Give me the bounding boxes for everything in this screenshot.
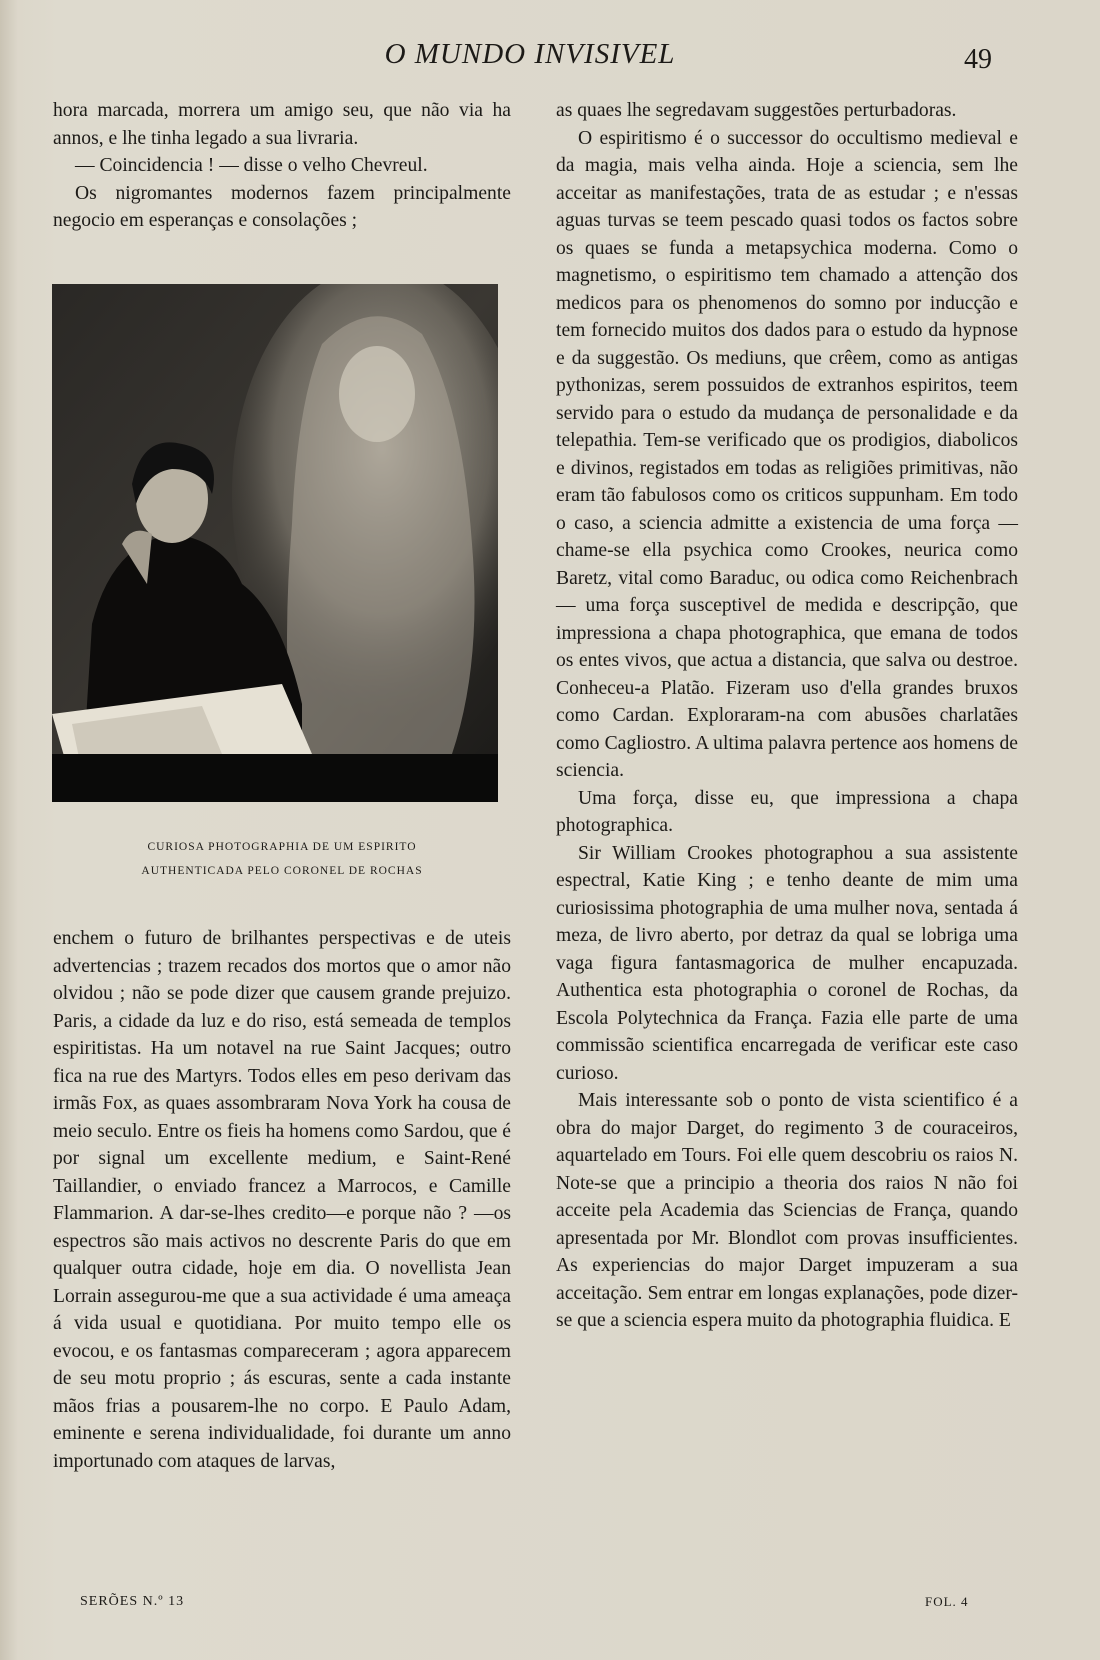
caption-line: CURIOSA PHOTOGRAPHIA DE UM ESPIRITO (147, 841, 417, 853)
footer-folio: FOL. 4 (925, 1594, 969, 1609)
caption-line: AUTHENTICADA PELO CORONEL DE ROCHAS (141, 865, 423, 877)
running-head: O MUNDO INVISIVEL (384, 38, 676, 70)
paragraph: Mais interessante sob o ponto de vista scientifico é a obra do major Darget, do regimento 3 de couraceiros, aquartelado em Tours. Foi elle quem descobriu os raios N. Note-se que a principio a theoria dos raios N não foi acceite pela Academia das Sciencias de França, quando apresentada por Mr. Blondlot com provas insufficientes. As experiencias do major Darget impuzeram a sua acceitação. Sem entrar em longas explanações, pode dizer-se que a sciencia espera muito da photographia fluidica. E (556, 1090, 1018, 1331)
paragraph: enchem o futuro de brilhantes perspectivas e de uteis advertencias ; trazem recados dos mortos que o amor não olvidou ; não se pode dizer que causem grande prejuizo. Paris, a cidade da luz e do riso, está semeada de templos espiritistas. Ha um notavel na rue Saint Jacques; outro fica na rue des Martyrs. Todos elles em peso derivam das irmãs Fox, as quaes assombraram Nova York ha cousa de meio seculo. Entre os fieis ha homens como Sardou, que é por signal um excellente medium, e Saint-René Taillandier, o enviado francez a Marrocos, e Camille Flammarion. A dar-se-lhes credito—e porque não ? —os espectros são mais activos no descrente Paris do que em qualquer outra cidade, hoje em dia. O novellista Jean Lorrain assegurou-me que a sua actividade é uma ameaça á vida usual e quotidiana. Por muito tempo elle os evocou, e os fantasmas compareceram ; agora apparecem de seu motu proprio ; ás escuras, sente a cada instante mãos frias a pousarem-lhe no corpo. E Paulo Adam, eminente e serena individualidade, foi durante um anno importunado com ataques de larvas, (53, 928, 511, 1472)
paragraph: hora marcada, morrera um amigo seu, que não via ha annos, e lhe tinha legado a sua livraria. (53, 100, 511, 149)
paragraph: — Coincidencia ! — disse o velho Chevreul. (75, 155, 428, 176)
footer-issue: SERÕES N.º 13 (80, 1594, 185, 1609)
left-column-top (53, 97, 511, 235)
paragraph: Uma força, disse eu, que impressiona a chapa photographica. (556, 787, 1018, 836)
paragraph: Sir William Crookes photographou a sua assistente espectral, Katie King ; e tenho deante de mim uma curiosissima photographia de uma mulher nova, sentada á meza, de livro aberto, por detraz da qual se lobriga uma vaga figura fantasmagorica de mulher encapuzada. Authentica esta photographia o coronel de Rochas, da Escola Polytechnica da França. Fazia elle parte de uma commissão scientifica encarregada de verificar este caso curioso. (556, 842, 1018, 1084)
right-column (556, 97, 1018, 1335)
figure-caption (53, 835, 511, 883)
paragraph: Os nigromantes modernos fazem principalmente negocio em esperanças e consolações ; (53, 182, 511, 231)
spirit-photograph (52, 284, 498, 802)
paragraph: as quaes lhe segredavam suggestões perturbadoras. (556, 100, 957, 121)
paragraph: O espiritismo é o successor do occultismo medieval e da magia, mais velha ainda. Hoje a sciencia, sem lhe acceitar as manifestações, trata de as estudar ; e n'essas aguas turvas se teem pescado quasi todos os factos sobre os quaes se funda a metapsychica moderna. Como o magnetismo, o espiritismo tem chamado a attenção dos medicos para os phenomenos do somno por inducção e tem fornecido muitos dos dados para o estudo da hypnose e da suggestão. Os mediuns, que crêem, como as antigas pythonizas, serem possuidos de extranhos espiritos, teem servido para o estudo da mudança de personalidade e da telepathia. Tem-se verificado que os prodigios, diabolicos e divinos, registados em todas as religiões primitivas, não eram tão fabulosos como os criticos suppunham. Em todo o caso, a sciencia admitte a existencia de uma força — chame-se ella psychica como Crookes, neurica como Baretz, vital como Baraduc, ou odica como Reichenbrach — uma força susceptivel de medida e descripção, que impressiona a chapa photographica, que emana de todos os entes vivos, que actua a distancia, que salva ou destroe. Conheceu-a Platão. Fizeram uso d'ella grandes bruxos como Cardan. Exploraram-na com abusões charlatães como Cagliostro. A ultima palavra pertence aos homens de sciencia. (556, 127, 1018, 781)
left-column-bottom (53, 925, 511, 1475)
page-number: 49 (964, 44, 992, 75)
